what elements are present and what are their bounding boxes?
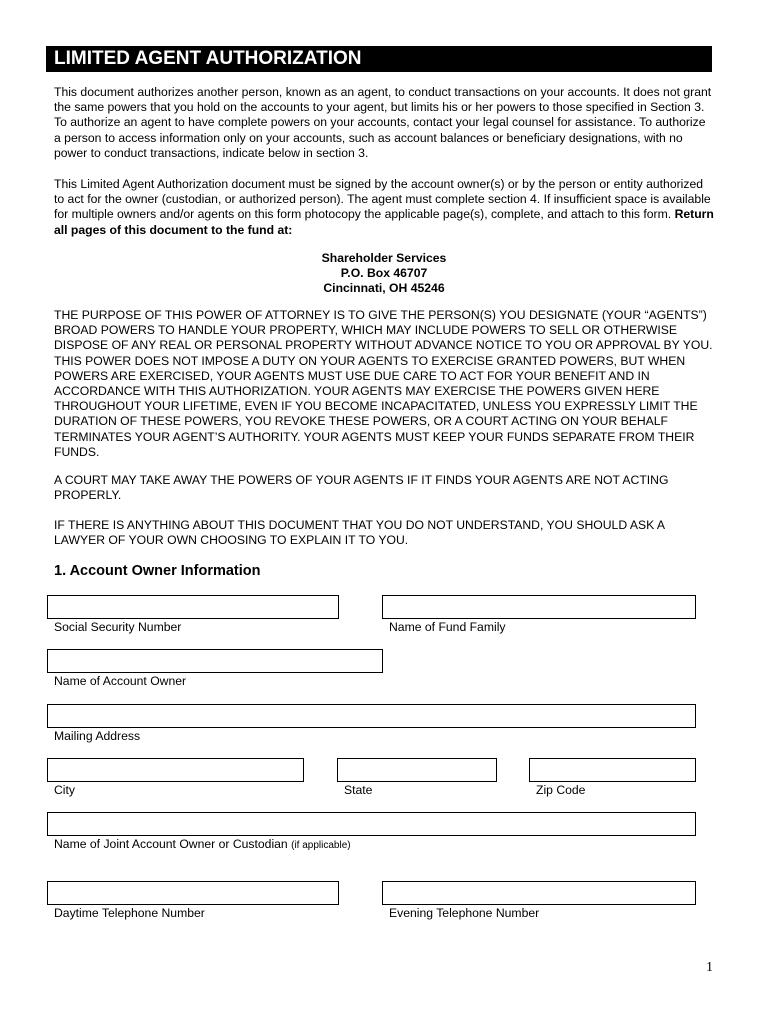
- joint-owner-label: [54, 837, 351, 853]
- owner-name-input[interactable]: [47, 649, 383, 673]
- owner-name-label: Name of Account Owner: [54, 674, 187, 688]
- return-address: [54, 251, 714, 297]
- city-input[interactable]: [47, 758, 304, 782]
- lawyer-notice: IF THERE IS ANYTHING ABOUT THIS DOCUMENT THAT YOU DO NOT UNDERSTAND, YOU SHOULD ASK A LAWYER OF YOUR OWN CHOOSING TO EXPLAIN IT TO YOU.: [54, 518, 665, 548]
- day-phone-label: Daytime Telephone Number: [54, 906, 205, 920]
- ssn-label: Social Security Number: [54, 620, 182, 634]
- ssn-input[interactable]: [47, 595, 339, 619]
- page-number: 1: [706, 960, 713, 975]
- intro-paragraph-2: [54, 177, 714, 238]
- address-line-1: Shareholder Services: [321, 251, 447, 265]
- power-of-attorney-notice: THE PURPOSE OF THIS POWER OF ATTORNEY IS TO GIVE THE PERSON(S) YOU DESIGNATE (YOUR “AGENTS”) BROAD POWERS TO HANDLE YOUR PROPERTY, WHICH MAY INCLUDE POWERS TO SELL OR OTHERWISE DISPOSE OF ANY REAL OR PERSONAL PROPERTY WITHOUT ADVANCE NOTICE TO YOU OR APPROVAL BY YOU. THIS POWER DOES NOT IMPOSE A DUTY ON YOUR AGENTS TO EXERCISE GRANTED POWERS, BUT WHEN POWERS ARE EXERCISED, YOUR AGENTS MUST USE DUE CARE TO ACT FOR YOUR BENEFIT AND IN ACCORDANCE WITH THIS AUTHORIZATION. YOUR AGENTS MAY EXERCISE THE POWERS GIVEN HERE THROUGHOUT YOUR LIFETIME, EVEN IF YOU BECOME INCAPACITATED, UNLESS YOU EXPRESSLY LIMIT THE DURATION OF THESE POWERS, YOU REVOKE THESE POWERS, OR A COURT ACTING ON YOUR BEHALF TERMINATES YOUR AGENT’S AUTHORITY. YOUR AGENTS MUST KEEP YOUR FUNDS SEPARATE FROM THEIR FUNDS.: [54, 308, 713, 459]
- intro-paragraph-1: This document authorizes another person, known as an agent, to conduct transactions on your accounts. It does not grant the same powers that you hold on the accounts to your agent, but limits his or her powers to those specified in Section 3. To authorize an agent to have complete powers on your accounts, contact your legal counsel for assistance. To authorize a person to access information only on your accounts, such as account balances or beneficiary designations, with no power to conduct transactions, indicate below in section 3.: [54, 85, 712, 160]
- return-instruction: Return all pages of this document to the fund at:: [54, 207, 714, 237]
- joint-owner-label-text: Name of Joint Account Owner or Custodian: [54, 837, 288, 851]
- state-label: State: [344, 783, 373, 797]
- evening-phone-input[interactable]: [382, 881, 696, 905]
- mailing-address-label: Mailing Address: [54, 729, 141, 743]
- joint-owner-note: (if applicable): [291, 840, 351, 851]
- day-phone-input[interactable]: [47, 881, 339, 905]
- address-line-3: Cincinnati, OH 45246: [323, 281, 445, 296]
- fund-family-label: Name of Fund Family: [389, 620, 506, 634]
- document-title: LIMITED AGENT AUTHORIZATION: [46, 46, 712, 72]
- zip-input[interactable]: [529, 758, 696, 782]
- court-notice: A COURT MAY TAKE AWAY THE POWERS OF YOUR AGENTS IF IT FINDS YOUR AGENTS ARE NOT ACTING PROPERLY.: [54, 473, 669, 503]
- fund-family-input[interactable]: [382, 595, 696, 619]
- mailing-address-input[interactable]: [47, 704, 696, 728]
- joint-owner-input[interactable]: [47, 812, 696, 836]
- zip-label: Zip Code: [536, 783, 586, 797]
- section-1-heading: 1. Account Owner Information: [54, 563, 261, 579]
- evening-phone-label: Evening Telephone Number: [389, 906, 540, 920]
- state-input[interactable]: [337, 758, 497, 782]
- address-line-2: P.O. Box 46707: [340, 266, 428, 281]
- intro-paragraph-2-text: This Limited Agent Authorization document must be signed by the account owner(s) or by the person or entity authorized to act for the owner (custodian, or authorized person). The agent must complete section 4. If insufficient space is available for multiple owners and/or agents on this form photocopy the applicable page(s), complete, and attach to this form.: [54, 177, 711, 222]
- city-label: City: [54, 783, 75, 797]
